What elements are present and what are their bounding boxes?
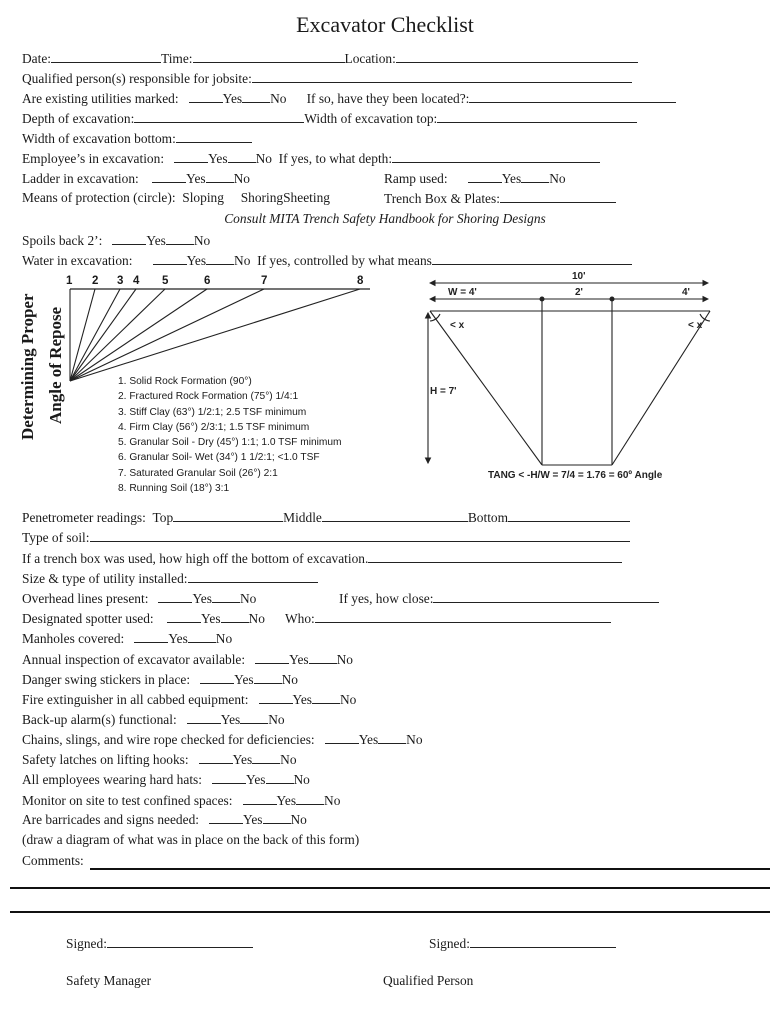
angle-number-6: 6: [204, 275, 211, 287]
spoils-yes-field[interactable]: [112, 230, 146, 245]
location-field[interactable]: [396, 48, 638, 63]
trench-total-width-label: 10': [572, 271, 586, 282]
utilities-marked-label: Are existing utilities marked:: [22, 91, 179, 106]
row-trench-box-height: [22, 548, 750, 568]
row-width-bottom: [22, 128, 750, 148]
soil-item: 6. Granular Soil- Wet (34°) 1 1/2:1; <1.0 TSF: [118, 452, 320, 464]
angle-number-4: 4: [133, 275, 140, 287]
soil-item: 2. Fractured Rock Formation (75°) 1/4:1: [118, 391, 299, 403]
angle-ray-4: [70, 289, 136, 381]
ladder-yes-field[interactable]: [152, 168, 186, 183]
row-monitor: [22, 790, 750, 810]
employees-yes-field[interactable]: [174, 148, 208, 163]
hardhats-label: All employees wearing hard hats:: [22, 772, 202, 787]
location-label: Location:: [344, 51, 396, 66]
no-label: No: [281, 672, 298, 687]
row-soil-type: [22, 527, 750, 547]
row-spotter: [22, 608, 750, 628]
trench-diagram: [418, 266, 718, 486]
qualified-person-label: Qualified person(s) responsible for jobsite:: [22, 71, 252, 86]
row-depth-width: [22, 108, 750, 128]
employees-label: Employee’s in excavation:: [22, 151, 165, 166]
latches-no-field[interactable]: [252, 749, 280, 764]
signed-left-label: Signed:: [66, 936, 107, 951]
trench-box-label: Trench Box & Plates:: [384, 191, 500, 206]
means-label: Means of protection (circle):: [22, 190, 176, 205]
spotter-label: Designated spotter used:: [22, 611, 154, 626]
overhead-yes-field[interactable]: [158, 588, 192, 603]
controlled-label: If yes, controlled by what means: [257, 253, 432, 268]
width-bottom-label: Width of excavation bottom:: [22, 131, 176, 146]
backup-label: Back-up alarm(s) functional:: [22, 712, 177, 727]
monitor-label: Monitor on site to test confined spaces:: [22, 793, 233, 808]
fire-label: Fire extinguisher in all cabbed equipment:: [22, 692, 249, 707]
how-close-field[interactable]: [433, 588, 659, 603]
soil-item: 3. Stiff Clay (63°) 1/2:1; 2.5 TSF minimum: [118, 406, 307, 418]
yes-label: Yes: [192, 591, 212, 606]
utility-size-field[interactable]: [188, 568, 318, 583]
qualified-person-field[interactable]: [252, 68, 632, 83]
ramp-no-field[interactable]: [521, 168, 549, 183]
date-field[interactable]: [51, 48, 161, 63]
no-label: No: [406, 732, 423, 747]
angle-title-line2: Angle of Repose: [46, 306, 65, 424]
row-manholes: [22, 628, 750, 648]
no-label: No: [233, 171, 250, 186]
angle-number-2: 2: [92, 275, 99, 287]
width-bottom-field[interactable]: [176, 128, 252, 143]
manholes-yes-field[interactable]: [134, 628, 168, 643]
row-spoils: [22, 230, 750, 250]
angle-number-7: 7: [261, 275, 268, 287]
soil-item: 1. Solid Rock Formation (90°): [118, 376, 252, 387]
date-label: Date:: [22, 51, 51, 66]
fire-no-field[interactable]: [312, 689, 340, 704]
yes-label: Yes: [232, 752, 253, 767]
utilities-yes-field[interactable]: [189, 88, 223, 103]
comments-line-2[interactable]: [10, 887, 770, 889]
row-latches: [22, 749, 750, 769]
how-close-label: If yes, how close:: [339, 591, 434, 606]
danger-label: Danger swing stickers in place:: [22, 672, 191, 687]
comments-line-1[interactable]: [90, 868, 770, 870]
no-label: No: [268, 712, 285, 727]
yes-label: Yes: [276, 793, 297, 808]
who-field[interactable]: [315, 608, 611, 623]
signed-right-label: Signed:: [429, 936, 470, 951]
annual-yes-field[interactable]: [255, 649, 289, 664]
comments-line-3[interactable]: [10, 911, 770, 913]
hardhats-no-field[interactable]: [266, 769, 294, 784]
how-close-group: [339, 588, 659, 609]
angle-ray-8: [70, 289, 360, 381]
monitor-no-field[interactable]: [296, 790, 324, 805]
angle-number-5: 5: [162, 275, 169, 287]
trench-angle-right: < x: [688, 320, 703, 331]
sloping-option[interactable]: Sloping: [182, 190, 224, 205]
ramp-label: Ramp used:: [384, 171, 448, 186]
time-field[interactable]: [193, 48, 345, 63]
no-label: No: [336, 652, 353, 667]
yes-label: Yes: [222, 91, 243, 106]
penetrometer-middle-field[interactable]: [322, 507, 468, 522]
yes-label: Yes: [186, 171, 206, 186]
bottom-label: Bottom: [467, 510, 509, 525]
yes-label: Yes: [243, 812, 263, 827]
angle-number-3: 3: [117, 275, 124, 287]
hardhats-yes-field[interactable]: [212, 769, 246, 784]
row-utilities-marked: [22, 88, 750, 108]
no-label: No: [549, 171, 566, 186]
no-label: No: [215, 631, 233, 646]
row-backup: [22, 709, 750, 729]
no-label: No: [248, 611, 265, 626]
soil-type-field[interactable]: [90, 527, 630, 542]
no-label: No: [270, 91, 287, 106]
latches-label: Safety latches on lifting hooks:: [22, 752, 189, 767]
soil-item: 7. Saturated Granular Soil (26°) 2:1: [118, 467, 278, 479]
located-label: If so, have they been located?:: [306, 91, 470, 106]
trench-box-height-label: If a trench box was used, how high off the bottom of excavation.: [22, 551, 369, 566]
chains-label: Chains, slings, and wire rope checked for deficiencies:: [22, 732, 315, 747]
row-employees: [22, 148, 750, 168]
angle-ray-6: [70, 289, 207, 381]
signed-right-field[interactable]: [470, 933, 616, 948]
ladder-label: Ladder in excavation:: [22, 171, 139, 186]
angle-ray-7: [70, 289, 264, 381]
depth-label: Depth of excavation:: [22, 111, 135, 126]
consult-note: Consult MITA Trench Safety Handbook for Shoring Designs: [224, 211, 546, 226]
latches-yes-field[interactable]: [199, 749, 233, 764]
page-title: Excavator Checklist: [296, 12, 474, 37]
depth-field[interactable]: [134, 108, 304, 123]
backup-no-field[interactable]: [240, 709, 268, 724]
overhead-label: Overhead lines present:: [22, 591, 149, 606]
row-ladder-ramp: [22, 168, 750, 188]
water-yes-field[interactable]: [153, 250, 187, 265]
trench-box-field[interactable]: [500, 188, 616, 203]
yes-label: Yes: [234, 672, 254, 687]
trench-angle-left: < x: [450, 320, 465, 331]
row-overhead: [22, 588, 750, 608]
soil-item: 4. Firm Clay (56°) 2/3:1; 1.5 TSF minimum: [118, 421, 310, 433]
soil-list: [118, 374, 342, 496]
time-label: Time:: [161, 51, 193, 66]
no-label: No: [255, 151, 272, 166]
ramp-yes-field[interactable]: [468, 168, 502, 183]
penetrometer-bottom-field[interactable]: [508, 507, 630, 522]
signature-left: [66, 933, 253, 952]
soil-item: 8. Running Soil (18°) 3:1: [118, 483, 230, 495]
danger-yes-field[interactable]: [200, 669, 234, 684]
row-hardhats: [22, 769, 750, 789]
yes-label: Yes: [168, 631, 188, 646]
what-depth-field[interactable]: [392, 148, 600, 163]
no-label: No: [324, 793, 341, 808]
no-label: No: [293, 772, 310, 787]
yes-label: Yes: [208, 151, 228, 166]
yes-label: Yes: [292, 692, 312, 707]
spotter-no-field[interactable]: [221, 608, 249, 623]
soil-item: 5. Granular Soil - Dry (45°) 1:1; 1.0 TSF minimum: [118, 437, 342, 449]
row-qualified-person: [22, 68, 750, 88]
backup-yes-field[interactable]: [187, 709, 221, 724]
who-label: Who:: [285, 611, 315, 626]
row-chains: [22, 729, 750, 749]
controlled-field[interactable]: [432, 250, 632, 265]
no-label: No: [290, 812, 307, 827]
no-label: No: [239, 591, 257, 606]
manholes-label: Manholes covered:: [22, 631, 125, 646]
angle-title-line1: Determining Proper: [18, 293, 37, 440]
trench-right-slope: [612, 311, 710, 465]
annual-no-field[interactable]: [309, 649, 337, 664]
row-fire: [22, 689, 750, 709]
employees-no-field[interactable]: [228, 148, 256, 163]
ramp-group: [384, 168, 566, 189]
located-field[interactable]: [469, 88, 676, 103]
fire-yes-field[interactable]: [259, 689, 293, 704]
angle-repose-diagram: [0, 268, 400, 388]
trench-box-height-field[interactable]: [368, 548, 622, 563]
middle-label: Middle: [283, 510, 322, 525]
top-label: Top: [152, 510, 174, 525]
angle-rays: [70, 289, 360, 381]
row-penetrometer: [22, 507, 750, 527]
barricades-label: Are barricades and signs needed:: [22, 812, 199, 827]
yes-label: Yes: [201, 611, 221, 626]
no-label: No: [280, 752, 297, 767]
angle-number-8: 8: [357, 275, 364, 287]
yes-label: Yes: [246, 772, 266, 787]
barricades-yes-field[interactable]: [209, 809, 243, 824]
no-label: No: [340, 692, 357, 707]
width-top-label: Width of excavation top:: [304, 111, 438, 126]
barricades-no-field[interactable]: [263, 809, 291, 824]
danger-no-field[interactable]: [254, 669, 282, 684]
angle-number-1: 1: [66, 275, 73, 287]
trench-height-label: H = 7': [430, 386, 457, 397]
water-no-field[interactable]: [206, 250, 234, 265]
yes-label: Yes: [289, 652, 309, 667]
trench-box-group: [384, 188, 616, 209]
ladder-no-field[interactable]: [206, 168, 234, 183]
trench-mid-label: 2': [575, 287, 583, 298]
row-danger: [22, 669, 750, 689]
row-utility-size: [22, 568, 750, 588]
penetrometer-top-field[interactable]: [173, 507, 283, 522]
yes-label: Yes: [146, 233, 166, 248]
no-label: No: [234, 253, 251, 268]
chains-no-field[interactable]: [378, 729, 406, 744]
spoils-no-field[interactable]: [166, 230, 194, 245]
width-top-field[interactable]: [437, 108, 637, 123]
signature-right: [429, 933, 616, 952]
water-label: Water in excavation:: [22, 253, 133, 268]
yes-label: Yes: [186, 253, 207, 268]
no-label: No: [193, 233, 211, 248]
row-means-protection: [22, 188, 750, 208]
utility-size-label: Size & type of utility installed:: [22, 571, 188, 586]
chains-yes-field[interactable]: [325, 729, 359, 744]
row-annual: [22, 649, 750, 669]
draw-note: (draw a diagram of what was in place on the back of this form): [22, 832, 360, 847]
annual-label: Annual inspection of excavator available:: [22, 652, 246, 667]
penetrometer-label: Penetrometer readings:: [22, 510, 146, 525]
trench-formula: TANG < -H/W = 7/4 = 1.76 = 60º Angle: [488, 470, 663, 481]
row-barricades: [22, 809, 750, 829]
yes-label: Yes: [501, 171, 522, 186]
what-depth-label: If yes, to what depth:: [278, 151, 393, 166]
row-date-time-location: [22, 48, 750, 68]
trench-w-label: W = 4': [448, 287, 477, 298]
trench-right-label: 4': [682, 287, 690, 298]
role-qualified-person: Qualified Person: [383, 973, 474, 988]
manholes-no-field[interactable]: [188, 628, 216, 643]
comments-label: Comments:: [22, 853, 84, 868]
signed-left-field[interactable]: [107, 933, 253, 948]
soil-type-label: Type of soil:: [22, 530, 90, 545]
monitor-yes-field[interactable]: [243, 790, 277, 805]
angle-ray-5: [70, 289, 165, 381]
utilities-no-field[interactable]: [242, 88, 270, 103]
role-safety-manager: Safety Manager: [66, 973, 152, 988]
overhead-no-field[interactable]: [212, 588, 240, 603]
yes-label: Yes: [220, 712, 241, 727]
spoils-label: Spoils back 2’:: [22, 233, 103, 248]
yes-label: Yes: [358, 732, 379, 747]
shoring-option[interactable]: Shoring: [240, 190, 284, 205]
sheeting-option[interactable]: Sheeting: [283, 190, 330, 205]
spotter-yes-field[interactable]: [167, 608, 201, 623]
